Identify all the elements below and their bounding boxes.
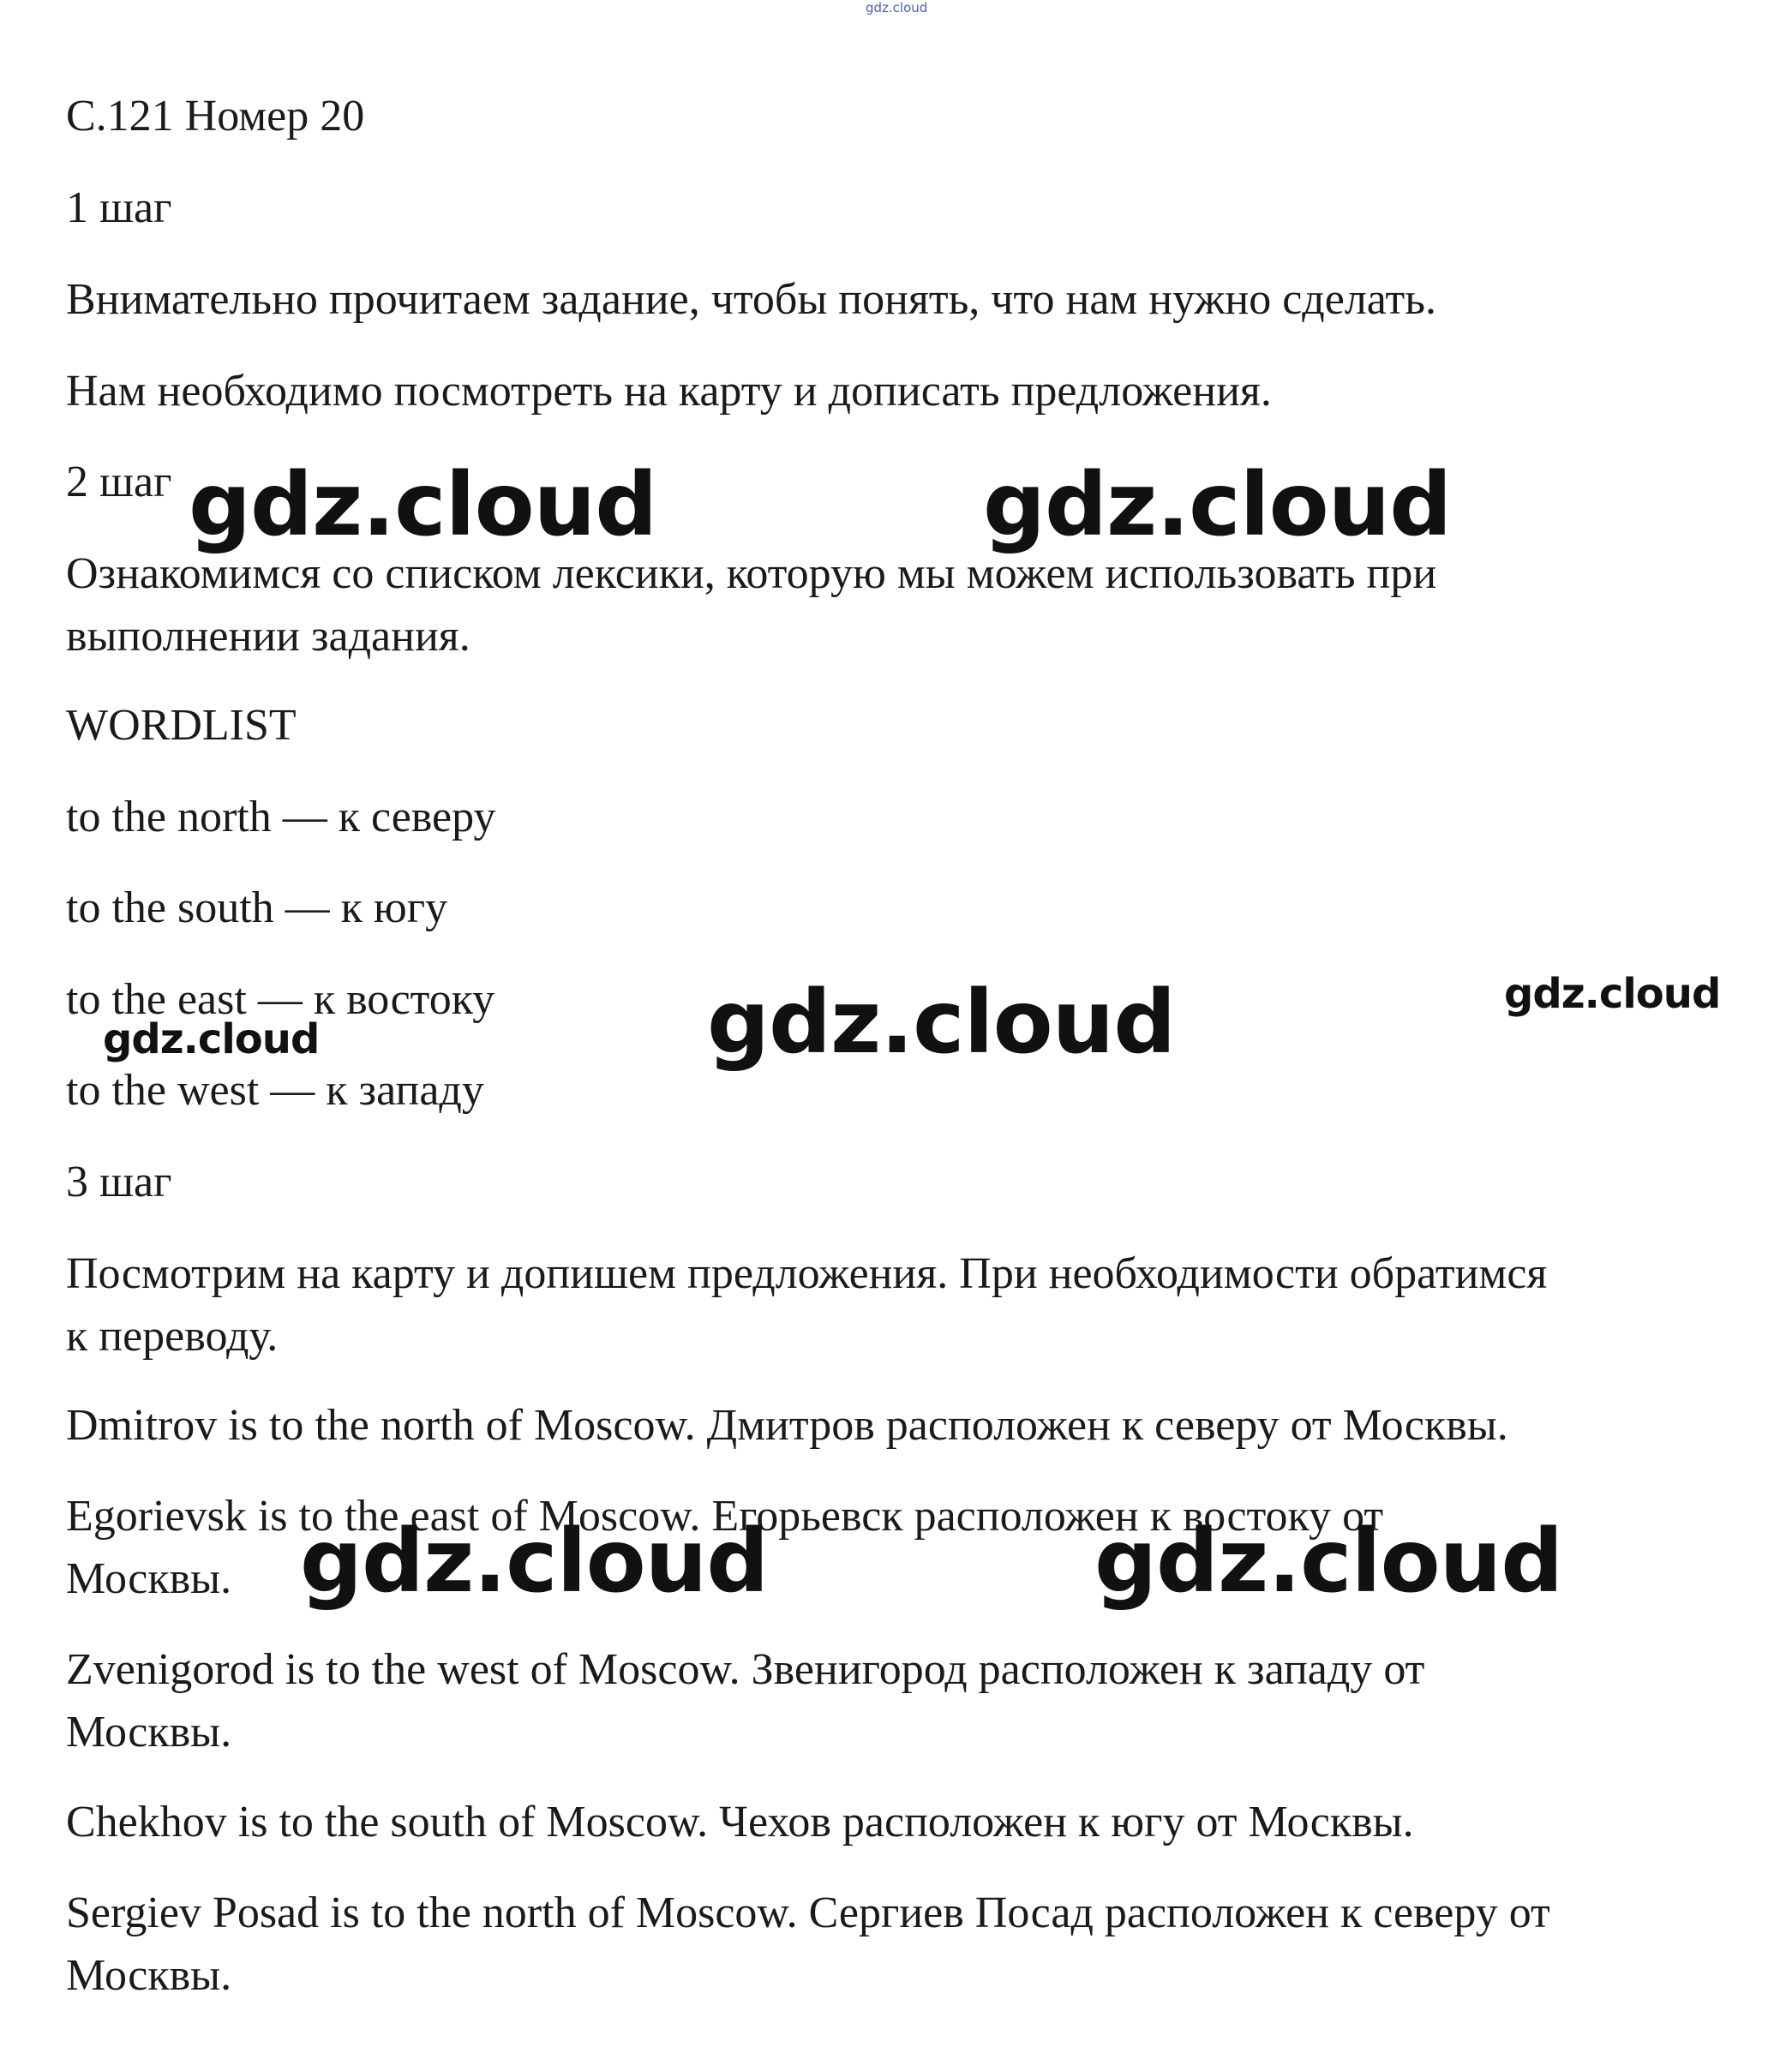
answer-sentence: Chekhov is to the south of Moscow. Чехов расположен к югу от Москвы. <box>66 1798 1414 1847</box>
step-1-text-2: Нам необходимо посмотреть на карту и дописать предложения. <box>66 367 1272 416</box>
answer-sentence-continuation: Москвы. <box>66 1951 232 2000</box>
step-3-text-line-1: Посмотрим на карту и допишем предложения. При необходимости обратимся <box>66 1249 1548 1298</box>
watermark: gdz.cloud <box>1094 1511 1563 1613</box>
answer-sentence-continuation: Москвы. <box>66 1708 232 1757</box>
step-3-text-line-2: к переводу. <box>66 1312 279 1361</box>
watermark: gdz.cloud <box>1504 970 1721 1018</box>
step-1-heading: 1 шаг <box>66 183 172 232</box>
watermark: gdz.cloud <box>300 1511 769 1613</box>
wordlist-title: WORDLIST <box>66 701 297 750</box>
watermark: gdz.cloud <box>707 972 1176 1074</box>
answer-sentence-continuation: Москвы. <box>66 1554 232 1603</box>
step-2-heading: 2 шаг <box>66 458 172 506</box>
wordlist-item: to the south — к югу <box>66 883 448 932</box>
step-2-text-line-2: выполнении задания. <box>66 612 470 661</box>
answer-sentence: Sergiev Posad is to the north of Moscow. Сергиев Посад расположен к северу от <box>66 1888 1550 1937</box>
step-1-text-1: Внимательно прочитаем задание, чтобы понять, что нам нужно сделать. <box>66 275 1436 324</box>
watermark: gdz.cloud <box>983 454 1452 556</box>
wordlist-item: to the west — к западу <box>66 1066 484 1115</box>
wordlist-item: to the east — к востоку <box>66 975 495 1024</box>
header-watermark: gdz.cloud <box>866 0 928 15</box>
answer-sentence: Zvenigorod is to the west of Moscow. Звенигород расположен к западу от <box>66 1645 1425 1694</box>
answer-sentence: Egorievsk is to the east of Moscow. Егорьевск расположен к востоку от <box>66 1492 1384 1541</box>
step-2-text-line-1: Ознакомимся со списком лексики, которую мы можем использовать при <box>66 549 1437 598</box>
step-3-heading: 3 шаг <box>66 1158 172 1206</box>
watermark: gdz.cloud <box>189 454 657 556</box>
answer-sentence: Dmitrov is to the north of Moscow. Дмитров расположен к северу от Москвы. <box>66 1401 1508 1450</box>
watermark: gdz.cloud <box>103 1015 320 1063</box>
page-title: С.121 Номер 20 <box>66 92 365 141</box>
wordlist-item: to the north — к северу <box>66 793 496 841</box>
